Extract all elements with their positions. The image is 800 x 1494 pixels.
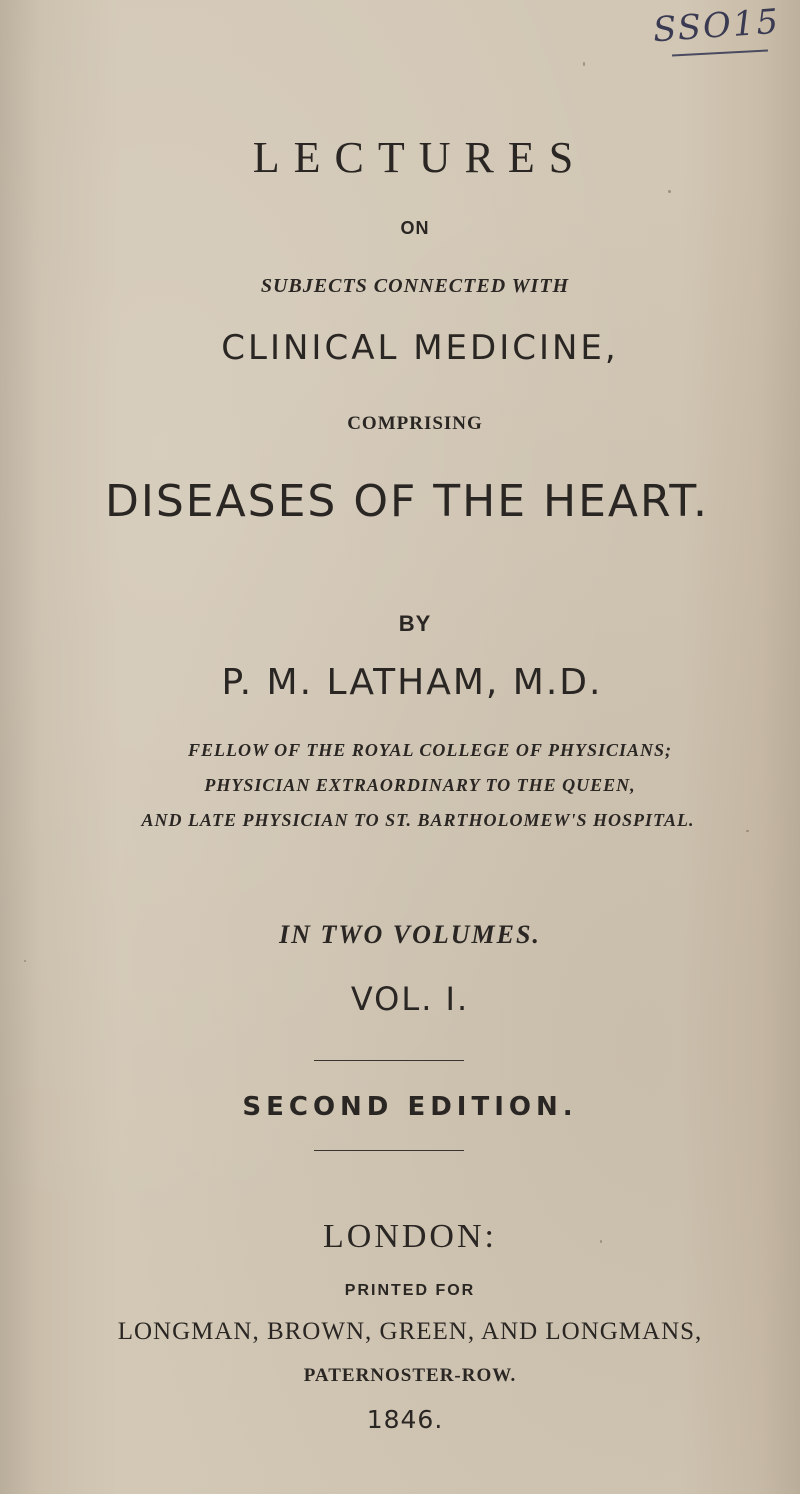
on-text: ON [400,218,430,238]
comprising-text: COMPRISING [347,413,483,434]
volumes-text: IN TWO VOLUMES. [279,920,541,949]
volume-number: VOL. I. [350,980,470,1018]
paper-fleck [668,190,671,193]
author-name: P. M. LATHAM, M.D. [221,662,603,703]
library-stamp: SSO15 [651,1,782,51]
paper-fleck [600,1240,602,1243]
by-text: BY [398,611,432,636]
divider [314,1150,464,1151]
publication-year: 1846. [366,1405,444,1434]
divider [314,1060,464,1061]
author-credential: PHYSICIAN EXTRAORDINARY TO THE QUEEN, [204,775,636,795]
paper-fleck [24,960,26,962]
author-credential: AND LATE PHYSICIAN TO ST. BARTHOLOMEW'S HOSPITAL. [141,810,695,830]
subjects-line: SUBJECTS CONNECTED WITH [260,275,570,297]
printed-for-text: PRINTED FOR [344,1282,476,1299]
edition-text: SECOND EDITION. [242,1092,578,1122]
publisher-name: LONGMAN, BROWN, GREEN, AND LONGMANS, [117,1318,703,1345]
publisher-address: PATERNOSTER-ROW. [303,1365,517,1386]
stamp-underline [672,49,768,56]
paper-fleck [583,62,585,66]
imprint-city: LONDON: [323,1218,497,1255]
paper-fleck [746,830,749,832]
author-credential: FELLOW OF THE ROYAL COLLEGE OF PHYSICIANS; [187,740,673,760]
book-title: LECTURES [252,133,588,182]
main-subject-heading: DISEASES OF THE HEART. [104,476,709,527]
subject-heading: CLINICAL MEDICINE, [221,328,619,368]
